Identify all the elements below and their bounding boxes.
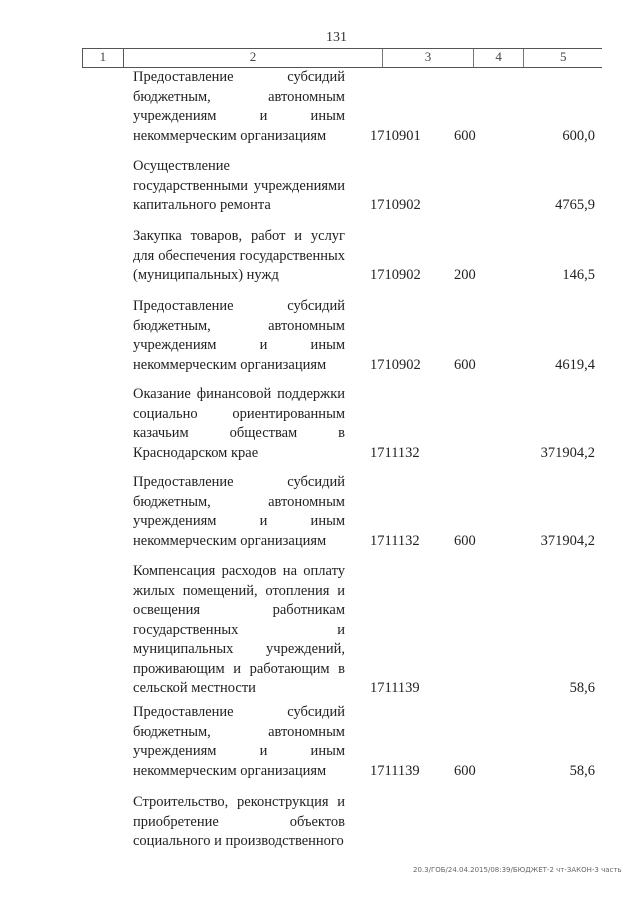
row-amount: 58,6 [569,680,595,696]
row-amount: 600,0 [562,127,595,144]
table-row [133,297,603,375]
table-row [133,703,603,781]
row-code: 1710902 [370,267,421,283]
row-description: Закупка товаров, работ и услуг для обеспечения государственных (муниципальных) нужд [133,228,345,283]
row-code: 1711132 [370,444,420,461]
row-code: 1710901 [370,127,421,144]
header-col-1: 1 [82,49,124,67]
row-expense-type: 600 [454,127,476,144]
page-number: 131 [326,30,347,45]
row-description: Компенсация расходов на оплату жилых помещений, отопления и освещения работникам государственных и муниципальных учреждений, проживающим и работающим в сельской местности [133,563,345,696]
table-row [133,227,603,286]
table-row [133,562,603,699]
table-row [133,68,603,146]
row-amount: 4619,4 [555,356,595,373]
table-row [133,473,603,551]
row-expense-type: 600 [454,532,476,549]
table-header [82,48,602,68]
row-amount: 371904,2 [540,444,595,461]
row-description: Оказание финансовой поддержки социально ориентированным казачьим обществам в Краснодарском крае [133,386,345,461]
row-description: Предоставление субсидий бюджетным, автономным учреждениям и иным некоммерческим организациям [133,474,345,549]
row-code: 1711139 [370,680,420,696]
row-expense-type: 600 [454,356,476,373]
row-description: Строительство, реконструкция и приобретение объектов социального и производственного [133,794,345,849]
row-description: Осуществление государственными учреждениями капитального ремонта [133,158,345,213]
row-code: 1710902 [370,356,421,373]
table-row [133,385,603,463]
row-amount: 4765,9 [555,197,595,213]
row-code: 1711139 [370,762,420,779]
row-code: 1710902 [370,197,421,213]
row-description: Предоставление субсидий бюджетным, автономным учреждениям и иным некоммерческим организациям [133,69,345,144]
row-description: Предоставление субсидий бюджетным, автономным учреждениям и иным некоммерческим организациям [133,704,345,779]
row-expense-type: 200 [454,267,476,283]
header-col-2: 2 [124,49,384,67]
table-row [133,793,603,852]
row-amount: 146,5 [562,267,595,283]
header-col-3: 3 [383,49,473,67]
row-expense-type: 600 [454,762,476,779]
header-col-4: 4 [474,49,525,67]
row-description: Предоставление субсидий бюджетным, автономным учреждениям и иным некоммерческим организациям [133,298,345,373]
page-footer: 20.3/ГОБ/24.04.2015/08:39/БЮДЖЕТ-2 чт-ЗАКОН-3 часть [413,866,622,874]
header-col-5: 5 [559,49,567,64]
row-amount: 58,6 [569,762,595,779]
row-amount: 371904,2 [540,532,595,549]
row-code: 1711132 [370,532,420,549]
table-row [133,157,603,216]
